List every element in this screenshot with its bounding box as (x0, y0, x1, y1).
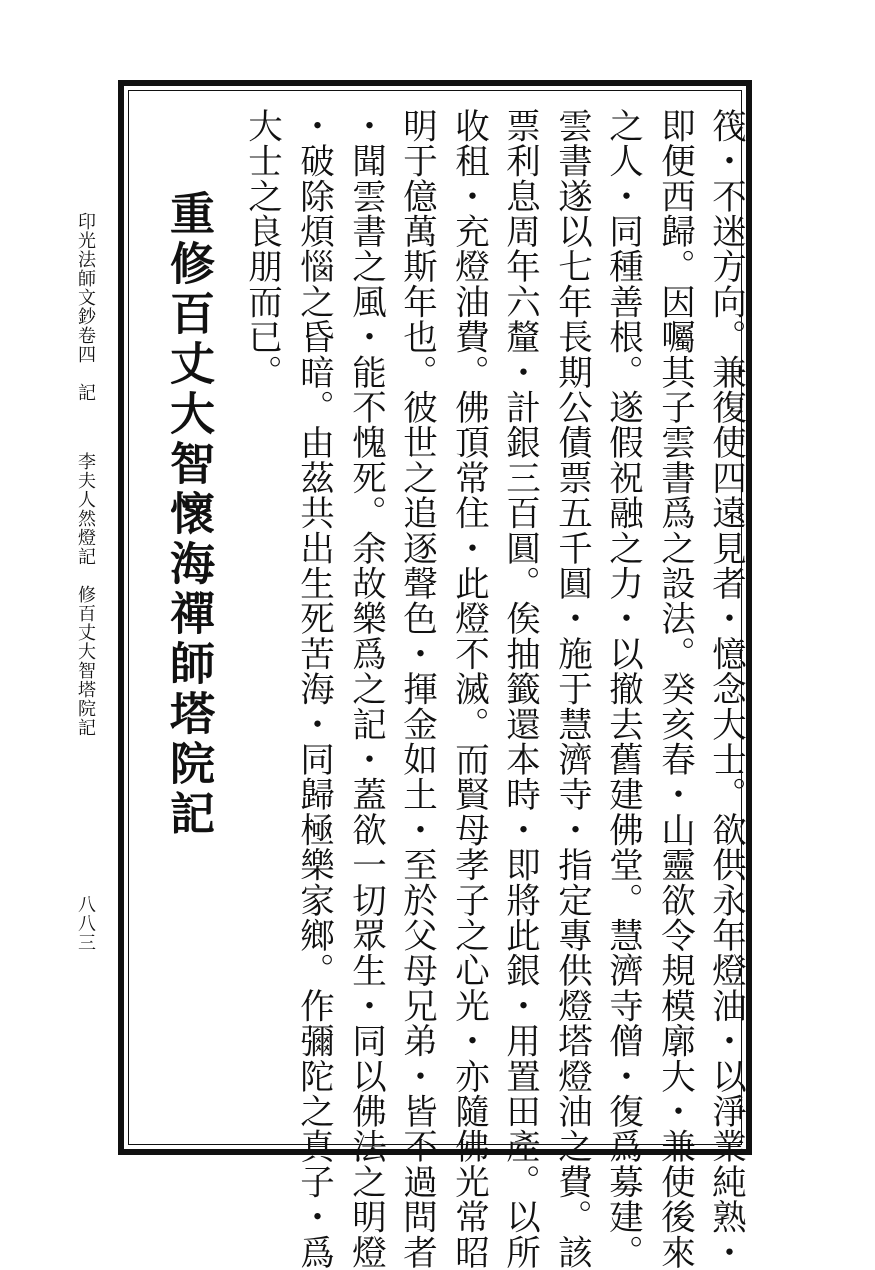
running-head-chapter-titles: 李夫人然燈記 修百丈大智塔院記 (75, 452, 96, 737)
text-column-10: 大士之良朋而已。 (241, 108, 282, 390)
text-column-5: 票利息周年六釐・計銀三百圓。俟抽籤還本時・即將此銀・用置田產。以所 (499, 108, 540, 1270)
text-column-3: 之人・同種善根。遂假祝融之力・以撤去舊建佛堂。慧濟寺僧・復爲募建。 (602, 108, 643, 1270)
text-column-9: ・破除煩惱之昏暗。由茲共出生死苦海・同歸極樂家鄉。作彌陀之真子・爲 (293, 108, 334, 1270)
running-head-book-title: 印光法師文鈔卷四 記 (75, 212, 96, 402)
text-column-2: 即便西歸。因囑其子雲書爲之設法。癸亥春・山靈欲令規模廓大・兼使後來 (654, 108, 695, 1270)
text-column-1: 筏・不迷方向。兼復使四遠見者・憶念大士。欲供永年燈油・以淨業純熟・ (705, 108, 746, 1270)
text-column-6: 收租・充燈油費。佛頂常住・此燈不滅。而賢母孝子之心光・亦隨佛光常昭 (448, 108, 489, 1270)
article-title: 重修百丈大智懷海禪師塔院記 (162, 190, 215, 840)
text-column-7: 明于億萬斯年也。彼世之追逐聲色・揮金如土・至於父母兄弟・皆不過問者 (396, 108, 437, 1270)
page-number: 八八三 (75, 895, 96, 952)
text-column-4: 雲書遂以七年長期公債票五千圓・施于慧濟寺・指定專供燈塔燈油之費。該 (551, 108, 592, 1270)
text-column-8: ・聞雲書之風・能不愧死。余故樂爲之記・蓋欲一切眾生・同以佛法之明燈 (345, 108, 386, 1270)
